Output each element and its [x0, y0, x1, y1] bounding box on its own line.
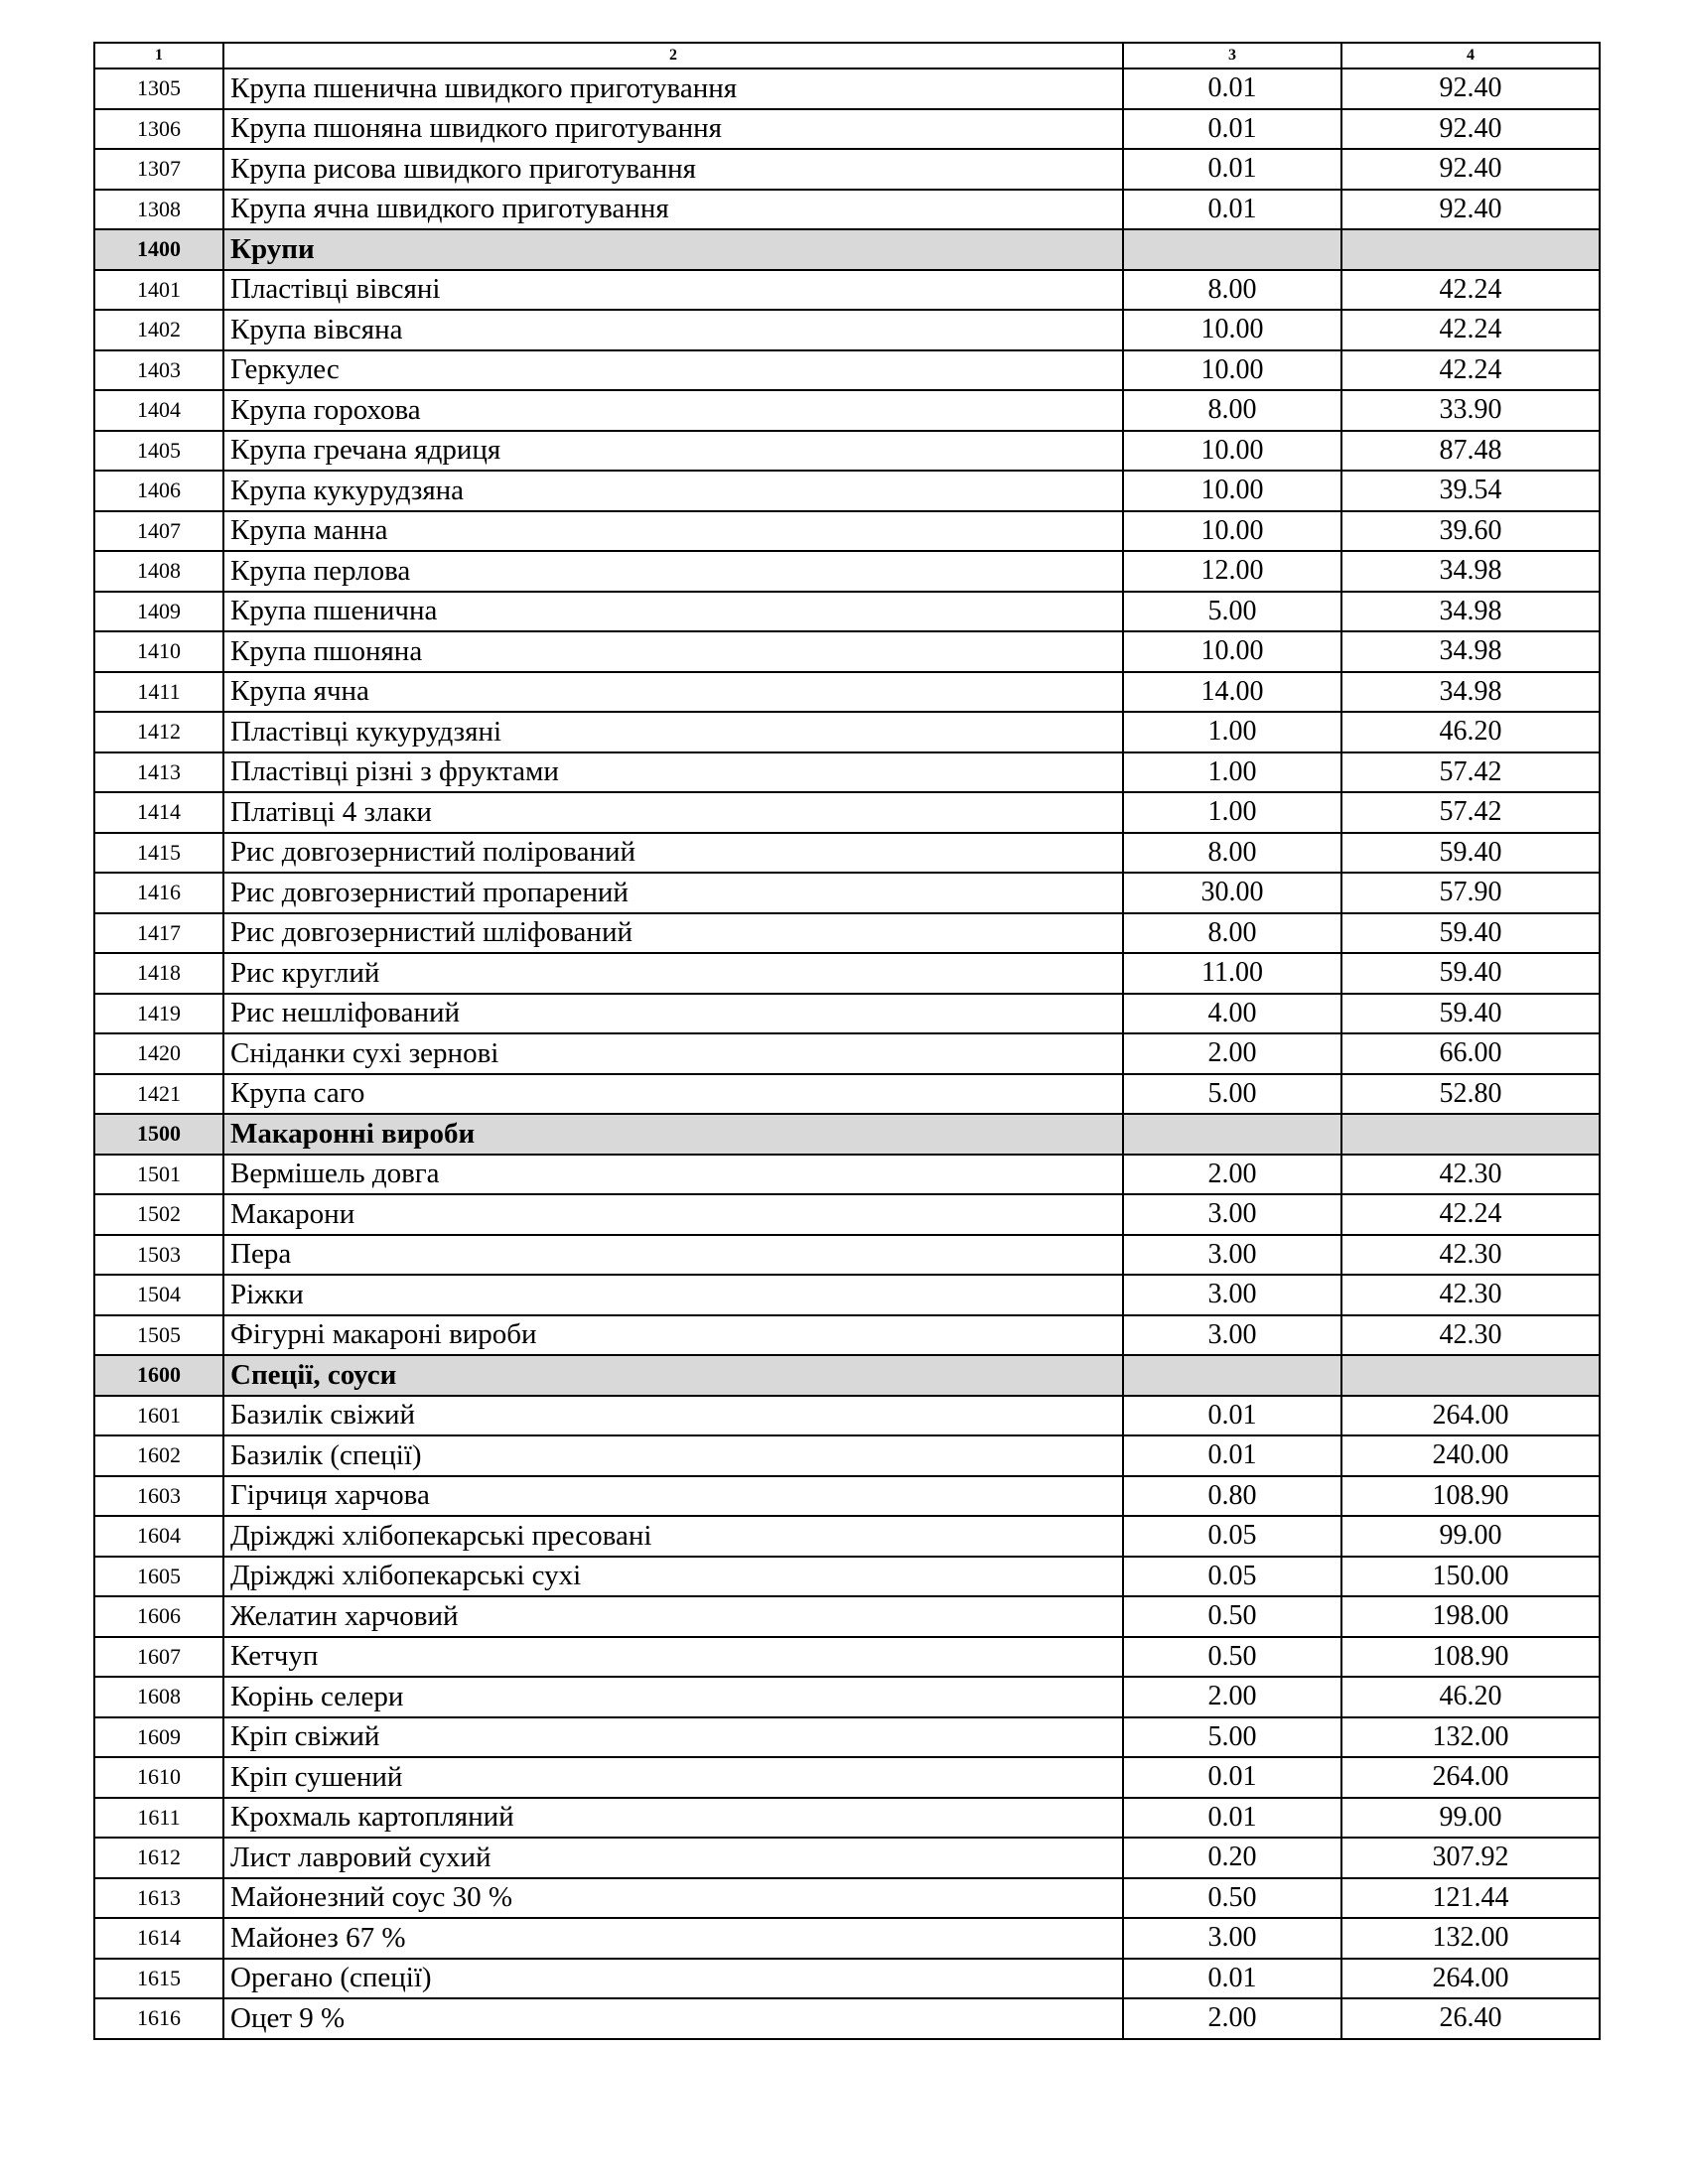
row-quantity: 3.00: [1123, 1918, 1341, 1959]
row-code: 1420: [94, 1033, 223, 1074]
row-code: 1616: [94, 1998, 223, 2039]
row-price: 92.40: [1341, 68, 1600, 109]
row-price: 92.40: [1341, 190, 1600, 230]
row-quantity: 0.01: [1123, 149, 1341, 190]
row-name: Майонез 67 %: [223, 1918, 1123, 1959]
row-name: Крупа вівсяна: [223, 310, 1123, 350]
row-quantity: 11.00: [1123, 953, 1341, 994]
row-quantity: 30.00: [1123, 873, 1341, 913]
row-price: 42.30: [1341, 1235, 1600, 1276]
row-price: 34.98: [1341, 672, 1600, 713]
table-row: [94, 1396, 1600, 1436]
row-price: 59.40: [1341, 833, 1600, 874]
row-code: 1400: [94, 229, 223, 270]
row-name: Фігурні макароні вироби: [223, 1315, 1123, 1356]
row-quantity: 10.00: [1123, 511, 1341, 552]
category-row: [94, 1114, 1600, 1155]
row-code: 1503: [94, 1235, 223, 1276]
table-row: [94, 833, 1600, 874]
row-quantity: 0.01: [1123, 109, 1341, 150]
row-price: 57.42: [1341, 752, 1600, 793]
row-quantity: 14.00: [1123, 672, 1341, 713]
row-price: 42.24: [1341, 350, 1600, 391]
row-price: 42.24: [1341, 270, 1600, 311]
row-code: 1403: [94, 350, 223, 391]
row-name: Вермішель довга: [223, 1155, 1123, 1195]
row-name: Крупа горохова: [223, 390, 1123, 431]
row-price: 34.98: [1341, 592, 1600, 632]
row-name: Дріжджі хлібопекарські сухі: [223, 1557, 1123, 1597]
row-price: 26.40: [1341, 1998, 1600, 2039]
row-quantity: 3.00: [1123, 1194, 1341, 1235]
row-price: 307.92: [1341, 1838, 1600, 1878]
row-name: Кетчуп: [223, 1637, 1123, 1678]
row-quantity: 3.00: [1123, 1235, 1341, 1276]
table-row: [94, 1516, 1600, 1557]
row-name: Базилік (спеції): [223, 1435, 1123, 1476]
table-row: [94, 1557, 1600, 1597]
row-name: Кріп свіжий: [223, 1717, 1123, 1758]
row-price: 33.90: [1341, 390, 1600, 431]
row-quantity: 0.01: [1123, 1798, 1341, 1839]
table-row: [94, 712, 1600, 752]
row-code: 1305: [94, 68, 223, 109]
row-name: Платівці 4 злаки: [223, 792, 1123, 833]
row-quantity: 3.00: [1123, 1275, 1341, 1315]
row-code: 1609: [94, 1717, 223, 1758]
row-code: 1613: [94, 1878, 223, 1919]
row-code: 1412: [94, 712, 223, 752]
row-quantity: 5.00: [1123, 592, 1341, 632]
row-name: Крохмаль картопляний: [223, 1798, 1123, 1839]
row-code: 1505: [94, 1315, 223, 1356]
table-row: [94, 1959, 1600, 1999]
row-price: [1341, 1355, 1600, 1396]
row-price: 42.30: [1341, 1315, 1600, 1356]
row-code: 1614: [94, 1918, 223, 1959]
row-quantity: 0.05: [1123, 1516, 1341, 1557]
row-name: Базилік свіжий: [223, 1396, 1123, 1436]
row-price: 121.44: [1341, 1878, 1600, 1919]
row-quantity: 0.05: [1123, 1557, 1341, 1597]
row-quantity: 4.00: [1123, 994, 1341, 1034]
table-row: [94, 109, 1600, 150]
row-code: 1415: [94, 833, 223, 874]
price-table: [93, 42, 1601, 2040]
table-row: [94, 1677, 1600, 1717]
table-row: [94, 310, 1600, 350]
table-row: [94, 471, 1600, 511]
row-quantity: 0.80: [1123, 1476, 1341, 1517]
table-row: [94, 270, 1600, 311]
row-name: Крупа манна: [223, 511, 1123, 552]
row-code: 1308: [94, 190, 223, 230]
row-code: 1603: [94, 1476, 223, 1517]
row-name: Орегано (спеції): [223, 1959, 1123, 1999]
table-row: [94, 592, 1600, 632]
table-row: [94, 1315, 1600, 1356]
row-price: 42.30: [1341, 1275, 1600, 1315]
row-quantity: 1.00: [1123, 752, 1341, 793]
table-row: [94, 551, 1600, 592]
row-price: 46.20: [1341, 712, 1600, 752]
row-price: 42.24: [1341, 1194, 1600, 1235]
row-name: Макарони: [223, 1194, 1123, 1235]
category-row: [94, 229, 1600, 270]
row-name: Макаронні вироби: [223, 1114, 1123, 1155]
row-code: 1615: [94, 1959, 223, 1999]
row-quantity: 5.00: [1123, 1717, 1341, 1758]
table-row: [94, 1757, 1600, 1798]
row-price: 132.00: [1341, 1717, 1600, 1758]
row-quantity: 0.50: [1123, 1878, 1341, 1919]
row-price: [1341, 229, 1600, 270]
row-name: Крупа кукурудзяна: [223, 471, 1123, 511]
row-name: Геркулес: [223, 350, 1123, 391]
row-quantity: 0.01: [1123, 68, 1341, 109]
row-code: 1402: [94, 310, 223, 350]
table-row: [94, 390, 1600, 431]
row-name: Крупа ячна швидкого приготування: [223, 190, 1123, 230]
row-quantity: 0.50: [1123, 1596, 1341, 1637]
row-code: 1600: [94, 1355, 223, 1396]
table-row: [94, 631, 1600, 672]
row-name: Лист лавровий сухий: [223, 1838, 1123, 1878]
row-code: 1416: [94, 873, 223, 913]
row-name: Майонезний соус 30 %: [223, 1878, 1123, 1919]
table-row: [94, 1194, 1600, 1235]
row-code: 1608: [94, 1677, 223, 1717]
row-quantity: 12.00: [1123, 551, 1341, 592]
table-row: [94, 1155, 1600, 1195]
row-price: 264.00: [1341, 1757, 1600, 1798]
table-row: [94, 1637, 1600, 1678]
row-name: Рис круглий: [223, 953, 1123, 994]
row-price: 92.40: [1341, 149, 1600, 190]
row-quantity: 10.00: [1123, 631, 1341, 672]
row-price: 264.00: [1341, 1959, 1600, 1999]
row-quantity: 8.00: [1123, 913, 1341, 954]
row-code: 1411: [94, 672, 223, 713]
header-col-1: 1: [94, 43, 223, 68]
row-code: 1601: [94, 1396, 223, 1436]
row-quantity: 0.50: [1123, 1637, 1341, 1678]
row-quantity: 10.00: [1123, 431, 1341, 472]
table-row: [94, 1838, 1600, 1878]
row-quantity: [1123, 1114, 1341, 1155]
category-row: [94, 1355, 1600, 1396]
table-row: [94, 68, 1600, 109]
table-row: [94, 1074, 1600, 1115]
table-row: [94, 1918, 1600, 1959]
row-quantity: 8.00: [1123, 390, 1341, 431]
table-row: [94, 1435, 1600, 1476]
row-name: Крупа рисова швидкого приготування: [223, 149, 1123, 190]
row-name: Пера: [223, 1235, 1123, 1276]
row-price: 264.00: [1341, 1396, 1600, 1436]
table-row: [94, 994, 1600, 1034]
row-price: 34.98: [1341, 631, 1600, 672]
row-name: Рис нешліфований: [223, 994, 1123, 1034]
row-name: Крупа пшенична швидкого приготування: [223, 68, 1123, 109]
row-name: Ріжки: [223, 1275, 1123, 1315]
row-name: Крупа ячна: [223, 672, 1123, 713]
row-name: Оцет 9 %: [223, 1998, 1123, 2039]
row-code: 1409: [94, 592, 223, 632]
row-code: 1421: [94, 1074, 223, 1115]
row-name: Пластівці кукурудзяні: [223, 712, 1123, 752]
row-quantity: 3.00: [1123, 1315, 1341, 1356]
table-row: [94, 190, 1600, 230]
row-quantity: 0.01: [1123, 1396, 1341, 1436]
row-name: Гірчиця харчова: [223, 1476, 1123, 1517]
row-price: 87.48: [1341, 431, 1600, 472]
table-row: [94, 1998, 1600, 2039]
row-code: 1504: [94, 1275, 223, 1315]
row-price: 99.00: [1341, 1516, 1600, 1557]
row-quantity: 8.00: [1123, 833, 1341, 874]
table-row: [94, 1878, 1600, 1919]
row-name: Рис довгозернистий пропарений: [223, 873, 1123, 913]
row-price: 34.98: [1341, 551, 1600, 592]
row-price: 108.90: [1341, 1476, 1600, 1517]
row-code: 1500: [94, 1114, 223, 1155]
row-price: 57.90: [1341, 873, 1600, 913]
row-name: Крупа пшоняна швидкого приготування: [223, 109, 1123, 150]
table-row: [94, 1476, 1600, 1517]
row-code: 1607: [94, 1637, 223, 1678]
row-name: Крупа гречана ядриця: [223, 431, 1123, 472]
row-quantity: 8.00: [1123, 270, 1341, 311]
row-code: 1406: [94, 471, 223, 511]
row-code: 1610: [94, 1757, 223, 1798]
table-row: [94, 431, 1600, 472]
row-code: 1602: [94, 1435, 223, 1476]
row-quantity: [1123, 229, 1341, 270]
row-name: Рис довгозернистий полірований: [223, 833, 1123, 874]
row-code: 1408: [94, 551, 223, 592]
row-code: 1307: [94, 149, 223, 190]
table-body: [94, 43, 1600, 2039]
row-name: Корінь селери: [223, 1677, 1123, 1717]
table-row: [94, 1275, 1600, 1315]
row-code: 1502: [94, 1194, 223, 1235]
row-price: 150.00: [1341, 1557, 1600, 1597]
table-row: [94, 672, 1600, 713]
row-name: Крупа пшоняна: [223, 631, 1123, 672]
row-price: 42.30: [1341, 1155, 1600, 1195]
table-row: [94, 752, 1600, 793]
row-name: Крупа перлова: [223, 551, 1123, 592]
row-price: 46.20: [1341, 1677, 1600, 1717]
row-code: 1606: [94, 1596, 223, 1637]
row-name: Крупа саго: [223, 1074, 1123, 1115]
row-name: Крупи: [223, 229, 1123, 270]
row-quantity: 10.00: [1123, 350, 1341, 391]
table-row: [94, 953, 1600, 994]
row-name: Рис довгозернистий шліфований: [223, 913, 1123, 954]
header-col-3: 3: [1123, 43, 1341, 68]
row-code: 1501: [94, 1155, 223, 1195]
row-price: 42.24: [1341, 310, 1600, 350]
row-name: Пластівці різні з фруктами: [223, 752, 1123, 793]
row-price: 198.00: [1341, 1596, 1600, 1637]
row-price: 108.90: [1341, 1637, 1600, 1678]
row-code: 1404: [94, 390, 223, 431]
row-quantity: 1.00: [1123, 792, 1341, 833]
row-code: 1417: [94, 913, 223, 954]
row-quantity: 2.00: [1123, 1155, 1341, 1195]
row-code: 1407: [94, 511, 223, 552]
row-price: 59.40: [1341, 913, 1600, 954]
table-row: [94, 873, 1600, 913]
row-name: Крупа пшенична: [223, 592, 1123, 632]
row-code: 1604: [94, 1516, 223, 1557]
row-price: 57.42: [1341, 792, 1600, 833]
table-row: [94, 149, 1600, 190]
row-code: 1413: [94, 752, 223, 793]
row-price: 66.00: [1341, 1033, 1600, 1074]
row-price: [1341, 1114, 1600, 1155]
row-code: 1306: [94, 109, 223, 150]
row-quantity: 0.01: [1123, 1757, 1341, 1798]
row-quantity: 10.00: [1123, 310, 1341, 350]
row-code: 1418: [94, 953, 223, 994]
row-quantity: 1.00: [1123, 712, 1341, 752]
table-row: [94, 1596, 1600, 1637]
row-price: 39.54: [1341, 471, 1600, 511]
table-row: [94, 1717, 1600, 1758]
row-price: 99.00: [1341, 1798, 1600, 1839]
row-price: 39.60: [1341, 511, 1600, 552]
row-quantity: 5.00: [1123, 1074, 1341, 1115]
table-row: [94, 1033, 1600, 1074]
header-col-2: 2: [223, 43, 1123, 68]
row-price: 52.80: [1341, 1074, 1600, 1115]
row-code: 1605: [94, 1557, 223, 1597]
table-row: [94, 1798, 1600, 1839]
row-quantity: 10.00: [1123, 471, 1341, 511]
row-code: 1419: [94, 994, 223, 1034]
table-row: [94, 511, 1600, 552]
table-row: [94, 913, 1600, 954]
row-price: 132.00: [1341, 1918, 1600, 1959]
row-price: 59.40: [1341, 994, 1600, 1034]
row-code: 1405: [94, 431, 223, 472]
row-code: 1414: [94, 792, 223, 833]
row-quantity: 2.00: [1123, 1998, 1341, 2039]
table-row: [94, 350, 1600, 391]
row-code: 1612: [94, 1838, 223, 1878]
row-name: Сніданки сухі зернові: [223, 1033, 1123, 1074]
table-header-row: [94, 43, 1600, 68]
row-quantity: 2.00: [1123, 1033, 1341, 1074]
row-quantity: 0.01: [1123, 1435, 1341, 1476]
row-quantity: 0.01: [1123, 1959, 1341, 1999]
row-quantity: 2.00: [1123, 1677, 1341, 1717]
row-code: 1401: [94, 270, 223, 311]
row-name: Кріп сушений: [223, 1757, 1123, 1798]
row-price: 92.40: [1341, 109, 1600, 150]
row-quantity: 0.01: [1123, 190, 1341, 230]
row-quantity: [1123, 1355, 1341, 1396]
table-row: [94, 792, 1600, 833]
row-name: Желатин харчовий: [223, 1596, 1123, 1637]
row-name: Дріжджі хлібопекарські пресовані: [223, 1516, 1123, 1557]
row-code: 1410: [94, 631, 223, 672]
row-price: 240.00: [1341, 1435, 1600, 1476]
row-code: 1611: [94, 1798, 223, 1839]
row-name: Спеції, соуси: [223, 1355, 1123, 1396]
row-name: Пластівці вівсяні: [223, 270, 1123, 311]
row-quantity: 0.20: [1123, 1838, 1341, 1878]
table-row: [94, 1235, 1600, 1276]
row-price: 59.40: [1341, 953, 1600, 994]
header-col-4: 4: [1341, 43, 1600, 68]
